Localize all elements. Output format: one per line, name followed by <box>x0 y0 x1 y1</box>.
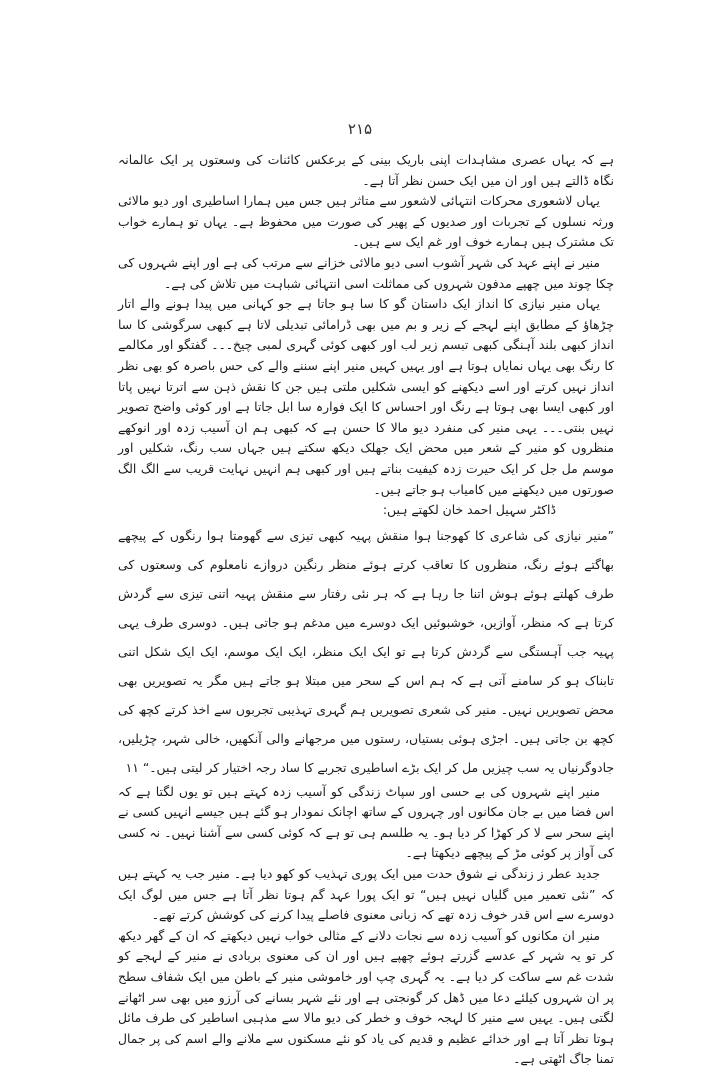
paragraph-1: ہے کہ یہاں عصری مشاہدات اپنی باریک بینی کے برعکس کائنات کی وسعتوں پر ایک عالمانہ نگاہ ڈالتے ہیں اور ان میں ایک حسن نظر آتا ہے۔ <box>118 152 614 188</box>
paragraph-4: یہاں منیر نیازی کا انداز ایک داستان گو کا سا ہو جاتا ہے جو کہانی میں پیدا ہونے والے اتار چڑھاؤ کے مطابق اپنے لہجے کے زیر و بم میں بھی ڈرامائی تبدیلی لاتا ہے کبھی سرگوشی کا سا انداز کبھی بلند آہنگی کبھی تبسم زیر لب اور کبھی کوئی گہری لمبی چیخ۔۔۔ گفتگو اور مکالمے کا رنگ بھی یہاں نمایاں ہوتا ہے اور یہیں کہیں منیر اپنے سننے والے کی حس باصرہ کو بھی نظر انداز نہیں کرتے اور اسے دیکھنے کو ایسی شکلیں ملتی ہیں جن کا نقش ذہن سے اترتا نہیں پاتا اور کبھی ایسا بھی ہوتا ہے رنگ اور احساس کا ایک فوارہ سا ابل جاتا ہے اور کوئی واضح تصویر نہیں بنتی۔۔۔ یہی منیر کی منفرد دیو مالا کا حسن ہے کہ کبھی ہم ان آسیب زدہ اور انوکھے منظروں کو منیر کے شعر میں محض ایک جھلک دیکھ سکتے ہیں جہاں سب رنگ، شکلیں اور موسم مل جل کر ایک حیرت زدہ کیفیت بناتے ہیں اور کبھی ہم انہیں نہایت قریب سے الگ الگ صورتوں میں دیکھنے میں کامیاب ہو جاتے ہیں۔ <box>118 296 614 497</box>
paragraph-2: یہاں لاشعوری محرکات انتہائی لاشعور سے متاثر ہیں جس میں ہمارا اساطیری اور دیو مالائی ورثہ نسلوں کے تجربات اور صدیوں کے پھیر کی صورت میں محفوظ ہے۔ یہاں تو ہمارے خواب تک مشترک ہیں ہمارے خوف اور غم ایک سے ہیں۔ <box>118 193 614 250</box>
paragraph-3: منیر نے اپنے عہد کی شہر آشوب اسی دیو مالائی خزانے سے مرتب کی ہے اور اپنے شہروں کی چکا چوند میں چھپے مدفون شہروں کی مماثلت اسی انتہائی شباہت میں تلاش کی ہے۔ <box>118 254 614 291</box>
quote-intro: ڈاکٹر سہیل احمد خان لکھتے ہیں: <box>382 502 556 518</box>
paragraph-7: منیر ان مکانوں کو آسیب زدہ سے نجات دلانے کے مثالی خواب نہیں دیکھتے کہ ان کے گھر دیکھ کر تو یہ شہر کے عدسے گزرتے ہوئے چھپے ہیں اور ان کی معنوی بربادی نے منیر کے لہجے کو شدت غم سے ساکت کر دیا ہے۔ یہ گہری چپ اور خاموشی منیر کے باطن میں ایک شفاف سطح پر ان شہروں کیلئے دعا میں ڈھل کر گونجتی ہے اور نئے شہر بسانے کی آرزو میں بھی سر اٹھانے لگتی ہیں۔ یہیں سے منیر کا لہجہ خوف و خطر کی دیو مالا سے مذہبی اساطیر کی طرف مائل ہوتا نظر آتا ہے اور خدائے عظیم و قدیم کی یاد کو نئے مسکنوں سے ملانے والے اسم کی پر جمال تمنا جاگ اٹھتی ہے۔ <box>118 927 614 1067</box>
paragraph-5: منیر اپنے شہروں کی بے حسی اور سپاٹ زندگی کو آسیب زدہ کہتے ہیں تو یوں لگتا ہے کہ اس فضا میں بے جان مکانوں اور چہروں کے ساتھ اچانک نمودار ہو گئے ہیں جیسے انہیں کسی نے اپنے سحر سے لا کر کھڑا کر دیا ہو۔ یہ طلسم ہی تو ہے کہ کوئی کسی سے آشنا نہیں۔ نہ کسی کی آواز پر کوئی مڑ کے پیچھے دیکھتا ہے۔ <box>118 783 614 861</box>
body-text <box>118 150 614 1070</box>
page-number: ۲۱۵ <box>347 120 373 138</box>
block-quote: ”منیر نیازی کی شاعری کا کھوجنا ہوا منقش پہیہ کبھی تیزی سے گھومتا ہوا رنگوں کے پیچھے بھاگتے ہوئے رنگ، منظروں کا تعاقب کرتے ہوئے منظر رنگین دروازے نامعلوم کی وسعتوں کی طرف کھلتے ہوئے ہوش اتنا جا رہا ہے کہ ہر نئی رفتار سے منقش پہیہ اتنی تیزی سے گردش کرتا ہے کہ منظر، آوازیں، خوشبوئیں ایک دوسرے میں مدغم ہو جاتی ہیں۔ دوسری طرف یہی پہیہ جب آہستگی سے گردش کرتا ہے تو ایک ایک منظر، ایک ایک موسم، ایک ایک شکل اتنی تابناک ہو کر سامنے آتی ہے کہ ہم اس کے سحر میں مبتلا ہو جاتے ہیں مگر یہ تصویریں بھی محض تصویریں نہیں۔ منیر کی شعری تصویریں ہم گہری تہذیبی تجربوں سے اخذ کرتے کچھ کی کچھ بن جاتی ہیں۔ اجڑی ہوئی بستیاں، رستوں میں مرجھانے والی آنکھیں، خالی شہر، چڑیلیں، جادوگرنیاں یہ سب چیزیں مل کر ایک بڑے اساطیری تجربے کا ساد رجہ اختیار کر لیتی ہیں۔“ ۱۱ <box>118 527 614 775</box>
paragraph-6: جدید عطر ز زندگی نے شوق حدت میں ایک پوری تہذیب کو کھو دیا ہے۔ منیر جب یہ کہتے ہیں کہ ”نئی تعمیر میں گلیاں نہیں ہیں“ تو ایک پورا عہد گم ہوتا نظر آتا ہے جس میں لوگ ایک دوسرے سے اس قدر خوف زدہ تھے کہ زبانی معنوی فاصلے پیدا کرنے کی کوشش کرتے تھے۔ <box>118 866 614 923</box>
